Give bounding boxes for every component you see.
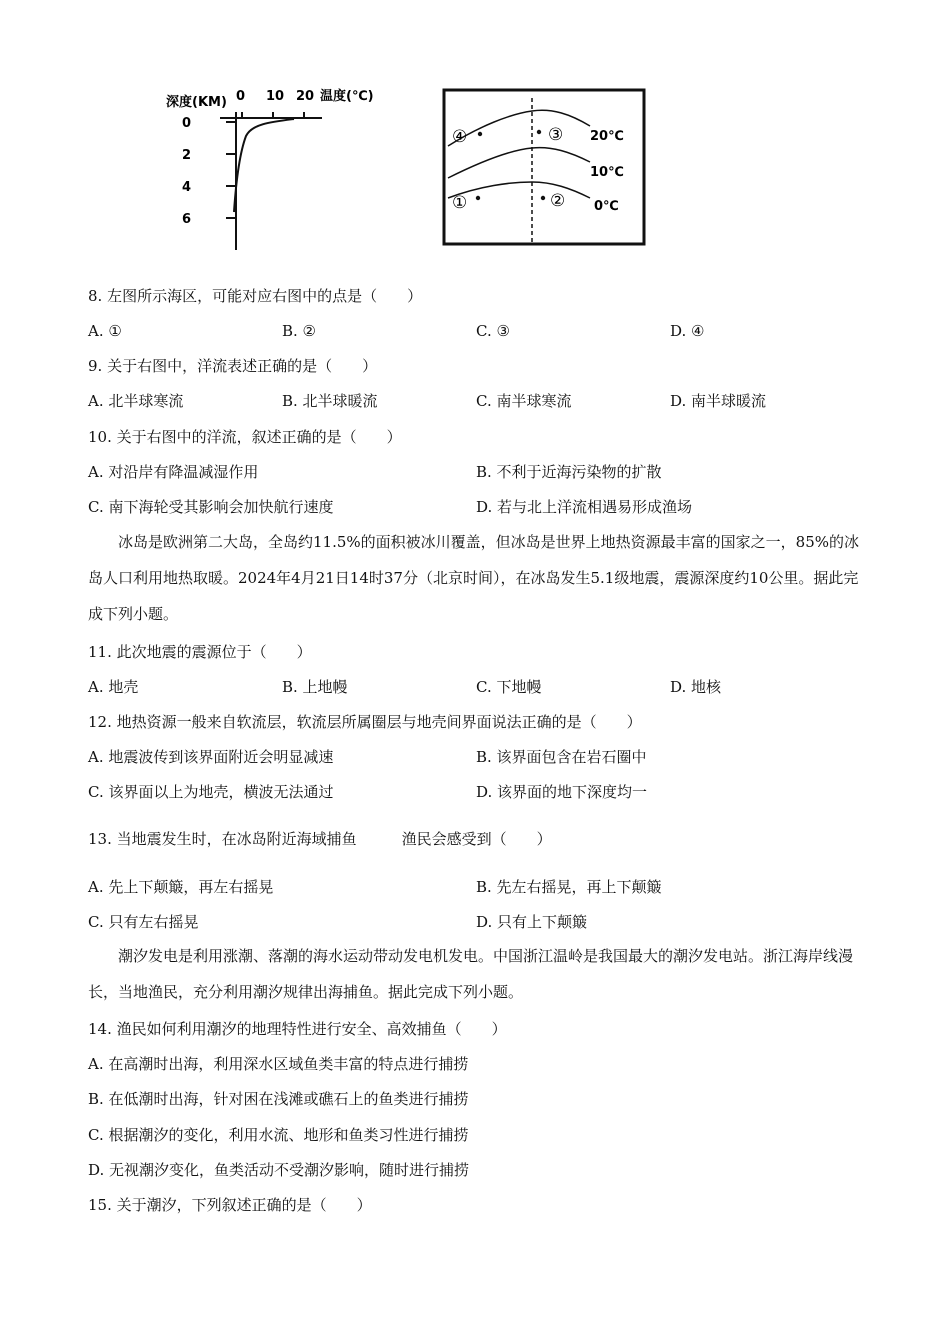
isotherm-0-label: 0℃ (594, 199, 619, 214)
point-1-dot (476, 196, 480, 200)
y-tick-0: 0 (182, 116, 192, 131)
question-13-stem: 13. 当地震发生时，在冰岛附近海域捕鱼 渔民会感受到（ ） (88, 830, 552, 848)
q10-option-a: A. 对沿岸有降温减湿作用 (88, 463, 259, 481)
passage-iceland (88, 524, 863, 632)
isotherm-10 (448, 148, 590, 178)
q11-option-b: B. 上地幔 (282, 678, 348, 696)
point-3-label: ③ (548, 125, 564, 145)
q9-option-a: A. 北半球寒流 (88, 392, 184, 410)
y-tick-6: 6 (182, 212, 192, 227)
point-2-dot (541, 196, 545, 200)
q9-option-b: B. 北半球暖流 (282, 392, 378, 410)
q12-option-c: C. 该界面以上为地壳，横波无法通过 (88, 783, 334, 801)
x-tick-20: 20 (296, 89, 315, 104)
temp-axis-label: 温度(℃) (320, 89, 374, 104)
x-tick-10: 10 (266, 89, 285, 104)
q13-option-d: D. 只有上下颠簸 (476, 913, 588, 931)
left-figure-depth-temperature (160, 82, 400, 252)
question-15-stem: 15. 关于潮汐，下列叙述正确的是（ ） (88, 1196, 372, 1214)
q14-option-b: B. 在低潮时出海，针对困在浅滩或礁石上的鱼类进行捕捞 (88, 1090, 469, 1108)
q12-option-d: D. 该界面的地下深度均一 (476, 783, 648, 801)
right-figure-isotherms (440, 86, 650, 251)
q13-option-c: C. 只有左右摇晃 (88, 913, 199, 931)
q12-option-b: B. 该界面包含在岩石圈中 (476, 748, 647, 766)
question-14-stem: 14. 渔民如何利用潮汐的地理特性进行安全、高效捕鱼（ ） (88, 1020, 507, 1038)
isotherm-20 (448, 110, 590, 146)
isotherm-20-label: 20℃ (590, 129, 624, 144)
depth-axis-label: 深度(KM) (166, 95, 227, 110)
question-9-stem: 9. 关于右图中，洋流表述正确的是（ ） (88, 357, 378, 375)
q10-option-d: D. 若与北上洋流相遇易形成渔场 (476, 498, 693, 516)
point-2-label: ② (550, 191, 566, 211)
q12-option-a: A. 地震波传到该界面附近会明显减速 (88, 748, 334, 766)
q13-option-b: B. 先左右摇晃，再上下颠簸 (476, 878, 662, 896)
q8-option-b: B. ② (282, 322, 317, 340)
q8-option-d: D. ④ (670, 322, 705, 340)
point-4-dot (478, 132, 482, 136)
question-8-stem: 8. 左图所示海区，可能对应右图中的点是（ ） (88, 287, 423, 305)
q10-option-b: B. 不利于近海污染物的扩散 (476, 463, 662, 481)
q10-option-c: C. 南下海轮受其影响会加快航行速度 (88, 498, 334, 516)
q8-option-a: A. ① (88, 322, 122, 340)
q11-option-c: C. 下地幔 (476, 678, 542, 696)
passage-iceland-text: 冰岛是欧洲第二大岛，全岛约11.5%的面积被冰川覆盖，但冰岛是世界上地热资源最丰富的国家之一，85%的冰岛人口利用地热取暖。2024年4月21日14时37分（北京时间），在冰岛发生5.1级地震，震源深度约10公里。据此完成下列小题。 (88, 533, 859, 623)
q9-option-d: D. 南半球暖流 (670, 392, 767, 410)
x-tick-0: 0 (236, 89, 246, 104)
point-1-label: ① (452, 193, 468, 213)
passage-tidal (88, 938, 863, 1010)
temperature-curve (234, 119, 294, 212)
q14-option-a: A. 在高潮时出海，利用深水区域鱼类丰富的特点进行捕捞 (88, 1055, 469, 1073)
point-3-dot (537, 130, 541, 134)
point-4-label: ④ (452, 127, 468, 147)
question-12-stem: 12. 地热资源一般来自软流层，软流层所属圈层与地壳间界面说法正确的是（ ） (88, 713, 642, 731)
passage-tidal-text: 潮汐发电是利用涨潮、落潮的海水运动带动发电机发电。中国浙江温岭是我国最大的潮汐发电站。浙江海岸线漫长，当地渔民，充分利用潮汐规律出海捕鱼。据此完成下列小题。 (88, 947, 854, 1001)
q9-option-c: C. 南半球寒流 (476, 392, 572, 410)
q13-option-a: A. 先上下颠簸，再左右摇晃 (88, 878, 274, 896)
q14-option-d: D. 无视潮汐变化，鱼类活动不受潮汐影响，随时进行捕捞 (88, 1161, 470, 1179)
y-tick-4: 4 (182, 180, 192, 195)
y-tick-2: 2 (182, 148, 192, 163)
q14-option-c: C. 根据潮汐的变化，利用水流、地形和鱼类习性进行捕捞 (88, 1126, 469, 1144)
q11-option-a: A. 地壳 (88, 678, 139, 696)
q8-option-c: C. ③ (476, 322, 510, 340)
q11-option-d: D. 地核 (670, 678, 722, 696)
isotherm-10-label: 10℃ (590, 165, 624, 180)
isotherm-0 (448, 182, 590, 198)
question-10-stem: 10. 关于右图中的洋流，叙述正确的是（ ） (88, 428, 402, 446)
question-11-stem: 11. 此次地震的震源位于（ ） (88, 643, 312, 661)
